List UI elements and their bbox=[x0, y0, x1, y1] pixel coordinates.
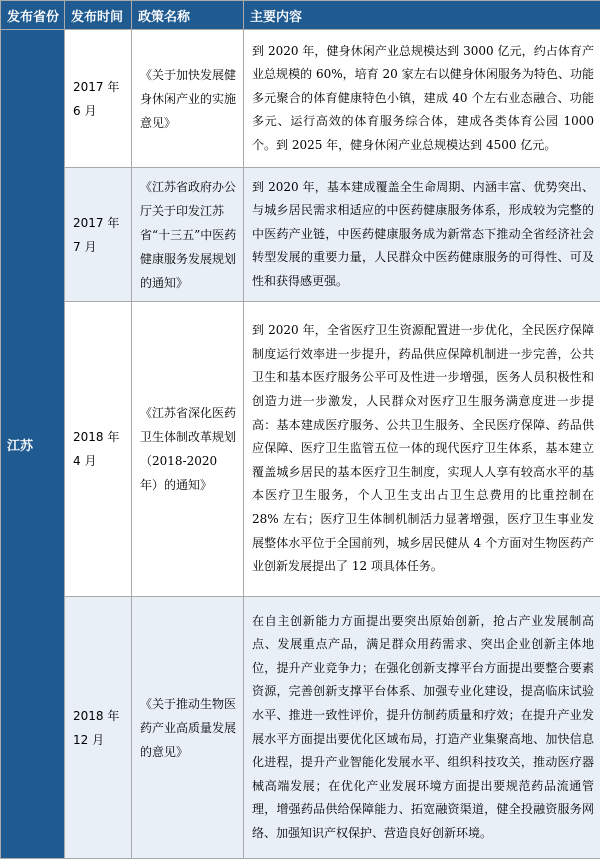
content-cell: 到 2020 年，基本建成覆盖全生命周期、内涵丰富、优势突出、与城乡居民需求相适应的中医药健康服务体系，形成较为完整的中医药产业链，中医药健康服务成为新常态下推动全省经济社会转型发展的重要力量，人民群众中医药健康服务的可得性、可及性和获得感更强。 bbox=[244, 168, 600, 302]
policy-name-cell: 《关于推动生物医药产业高质量发展的意见》 bbox=[132, 597, 244, 859]
province-cell: 江苏 bbox=[1, 30, 65, 859]
table-row bbox=[1, 168, 600, 302]
header-date: 发布时间 bbox=[65, 1, 132, 30]
policy-name-cell: 《江苏省深化医药卫生体制改革规划（2018-2020 年）的通知》 bbox=[132, 302, 244, 597]
date-cell: 2018 年 4 月 bbox=[65, 302, 132, 597]
policy-name-cell: 《关于加快发展健身休闲产业的实施意见》 bbox=[132, 30, 244, 168]
header-province: 发布省份 bbox=[1, 1, 65, 30]
content-cell: 到 2020 年，全省医疗卫生资源配置进一步优化，全民医疗保障制度运行效率进一步提升，药品供应保障机制进一步完善，公共卫生和基本医疗服务公平可及性进一步增强，医务人员积极性和创造力进一步激发，人民群众对医疗卫生服务满意度进一步提高：基本建成医疗服务、公共卫生服务、全民医疗保障、药品供应保障、医疗卫生监管五位一体的现代医疗卫生体系，基本建立覆盖城乡居民的基本医疗卫生制度，实现人人享有较高水平的基本医疗卫生服务，个人卫生支出占卫生总费用的比重控制在 28% 左右；医疗卫生体制机制活力显著增强，医疗卫生事业发展整体水平位于全国前列，城乡居民健从 4 个方面对生物医药产业创新发展提出了 12 项具体任务。 bbox=[244, 302, 600, 597]
date-cell: 2017 年 7 月 bbox=[65, 168, 132, 302]
header-row bbox=[1, 1, 600, 30]
table-row bbox=[1, 597, 600, 859]
policy-name-cell: 《江苏省政府办公厅关于印发江苏省“十三五”中医药健康服务发展规划的通知》 bbox=[132, 168, 244, 302]
table-row bbox=[1, 30, 600, 168]
content-cell: 到 2020 年，健身休闲产业总规模达到 3000 亿元，约占体育产业总规模的 60%，培育 20 家左右以健身休闲服务为特色、功能多元聚合的体育健康特色小镇，建成 40 个左右业态融合、功能多元、运行高效的体育服务综合体，建成各类体育公园 1000 个。到 2025 年，健身休闲产业总规模达到 4500 亿元。 bbox=[244, 30, 600, 168]
header-policy-name: 政策名称 bbox=[132, 1, 244, 30]
date-cell: 2017 年 6 月 bbox=[65, 30, 132, 168]
date-cell: 2018 年 12 月 bbox=[65, 597, 132, 859]
content-cell: 在自主创新能力方面提出要突出原始创新，抢占产业发展制高点、发展重点产品，满足群众用药需求、突出企业创新主体地位，提升产业竞争力；在强化创新支撑平台方面提出要整合要素资源，完善创新支撑平台体系、加强专业化建设，提高临床试验水平、推进一致性评价，提升仿制药质量和疗效；在提升产业发展水平方面提出要优化区域布局，打造产业集聚高地、加快信息化进程，提升产业智能化发展水平、组织科技攻关，推动医疗器械高端发展；在优化产业发展环境方面提出要规范药品流通管理，增强药品供给保障能力、拓宽融资渠道，健全投融资服务网络、加强知识产权保护、营造良好创新环境。 bbox=[244, 597, 600, 859]
table-row bbox=[1, 302, 600, 597]
header-main-content: 主要内容 bbox=[244, 1, 600, 30]
